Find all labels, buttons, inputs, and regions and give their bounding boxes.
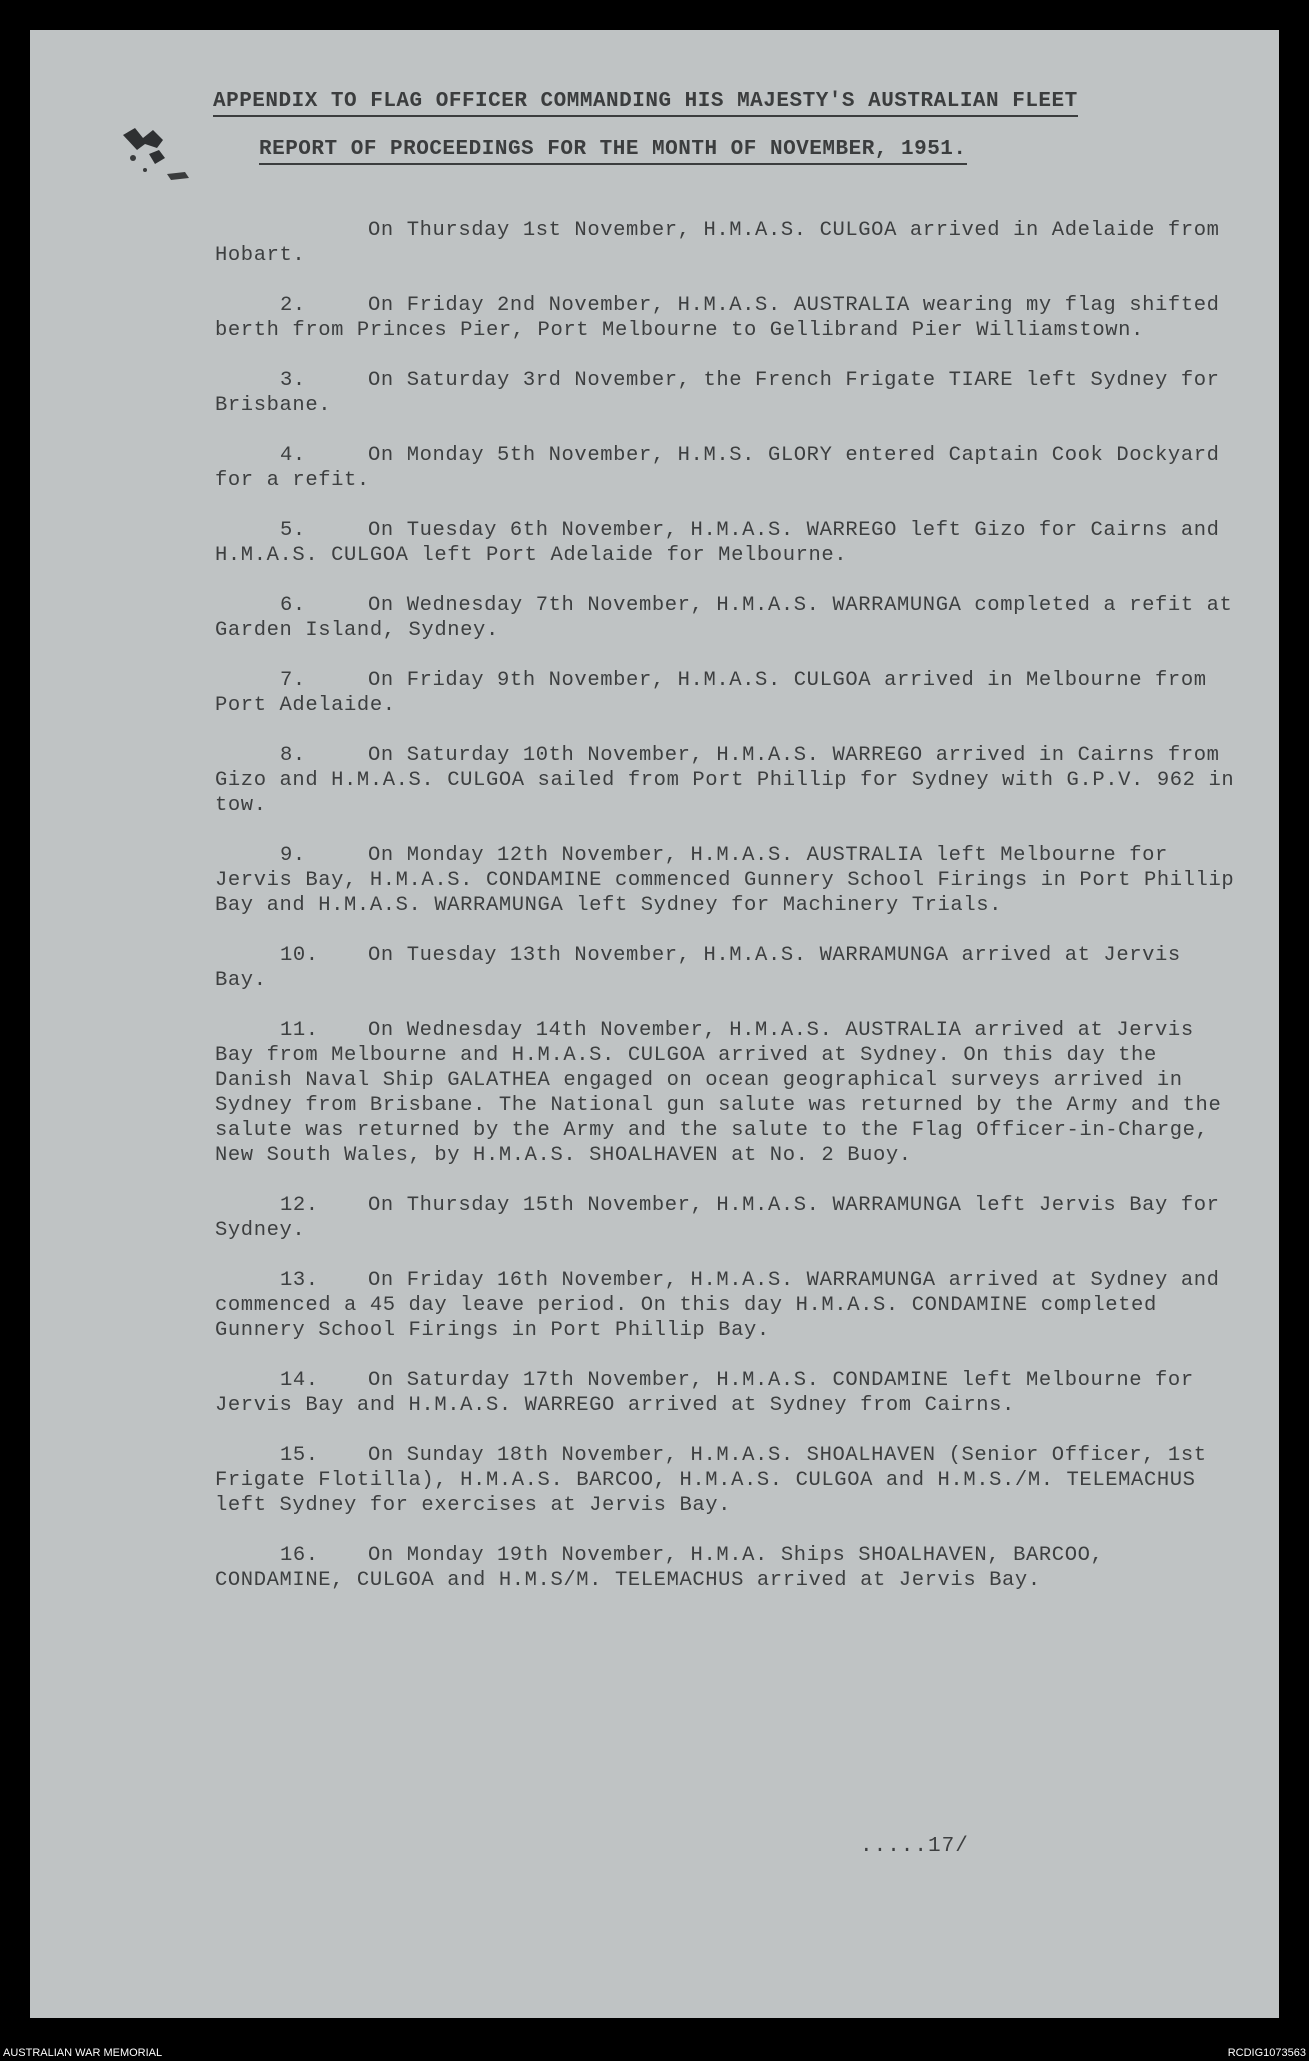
document-heading: [213, 90, 1279, 113]
paragraph-number: 15.: [280, 1444, 319, 1467]
report-paragraph: [215, 843, 1248, 918]
document-subheading: [259, 138, 1279, 161]
paragraph-text: On Tuesday 13th November, H.M.A.S. WARRAMUNGA arrived at Jervis Bay.: [215, 944, 1194, 992]
ink-stain-mark: [115, 110, 205, 200]
paragraph-text: On Tuesday 6th November, H.M.A.S. WARREGO left Gizo for Cairns and H.M.A.S. CULGOA left Port Adelaide for Melbourne.: [215, 519, 1233, 567]
report-paragraph: [215, 1443, 1245, 1518]
paragraph-text: On Wednesday 7th November, H.M.A.S. WARRAMUNGA completed a refit at Garden Island, Sydney.: [215, 594, 1246, 642]
paragraph-number: 10.: [280, 944, 319, 967]
paragraph-number: 12.: [280, 1194, 319, 1217]
report-paragraph: [215, 368, 1245, 418]
report-paragraph: [215, 1193, 1245, 1243]
paragraph-number: 6.: [280, 594, 306, 617]
document-page: [30, 30, 1279, 2018]
report-paragraph: [215, 1368, 1245, 1418]
paragraph-text: On Friday 2nd November, H.M.A.S. AUSTRALIA wearing my flag shifted berth from Princes Pier, Port Melbourne to Gellibrand Pier Williamstown.: [215, 294, 1233, 342]
report-paragraph: [215, 1268, 1245, 1343]
archive-id: RCDIG1073563: [1227, 2047, 1306, 2059]
report-paragraph: [215, 443, 1245, 493]
paragraph-text: On Monday 19th November, H.M.A. Ships SHOALHAVEN, BARCOO, CONDAMINE, CULGOA and H.M.S/M. TELEMACHUS arrived at Jervis Bay.: [215, 1544, 1117, 1592]
paragraph-number: 3.: [280, 369, 306, 392]
report-paragraph: [215, 1543, 1245, 1593]
report-body: [215, 218, 1248, 1618]
archive-credit: AUSTRALIAN WAR MEMORIAL: [3, 2047, 163, 2059]
paragraph-text: On Friday 9th November, H.M.A.S. CULGOA arrived in Melbourne from Port Adelaide.: [215, 669, 1220, 717]
paragraph-number: 5.: [280, 519, 306, 542]
paragraph-number: 4.: [280, 444, 306, 467]
paragraph-text: On Thursday 15th November, H.M.A.S. WARRAMUNGA left Jervis Bay for Sydney.: [215, 1194, 1233, 1242]
paragraph-number: 2.: [280, 294, 306, 317]
paragraph-text: On Wednesday 14th November, H.M.A.S. AUSTRALIA arrived at Jervis Bay from Melbourne and H.M.A.S. CULGOA arrived at Sydney. On this day the Danish Naval Ship GALATHEA engaged on ocean geographical surveys arrived in Sydney from Brisbane. The National gun salute was returned by the Army and the salute was returned by the Army and the salute to the Flag Officer-in-Charge, New South Wales, by H.M.A.S. SHOALHAVEN at No. 2 Buoy.: [215, 1019, 1235, 1167]
paragraph-text: On Thursday 1st November, H.M.A.S. CULGOA arrived in Adelaide from Hobart.: [215, 219, 1233, 267]
heading-line-1: APPENDIX TO FLAG OFFICER COMMANDING HIS MAJESTY'S AUSTRALIAN FLEET: [213, 90, 1078, 117]
paragraph-number: 11.: [280, 1019, 319, 1042]
paragraph-text: On Sunday 18th November, H.M.A.S. SHOALHAVEN (Senior Officer, 1st Frigate Flotilla), H.M.A.S. BARCOO, H.M.A.S. CULGOA and H.M.S./M. TELEMACHUS left Sydney for exercises at Jervis Bay.: [215, 1444, 1220, 1517]
report-paragraph: [215, 593, 1245, 643]
page-continuation: .....17/: [860, 1835, 969, 1858]
heading-line-2: REPORT OF PROCEEDINGS FOR THE MONTH OF NOVEMBER, 1951.: [259, 138, 967, 165]
report-paragraph: [215, 518, 1245, 568]
paragraph-number: 9.: [280, 844, 306, 867]
report-paragraph: [215, 218, 1245, 268]
report-paragraph: [215, 743, 1248, 818]
paragraph-text: On Friday 16th November, H.M.A.S. WARRAMUNGA arrived at Sydney and commenced a 45 day leave period. On this day H.M.A.S. CONDAMINE completed Gunnery School Firings in Port Phillip Bay.: [215, 1269, 1233, 1342]
paragraph-number: 16.: [280, 1544, 319, 1567]
paragraph-text: On Saturday 10th November, H.M.A.S. WARREGO arrived in Cairns from Gizo and H.M.A.S. CULGOA sailed from Port Phillip for Sydney with G.P.V. 962 in tow.: [215, 744, 1248, 817]
report-paragraph: [215, 943, 1245, 993]
report-paragraph: [215, 668, 1245, 718]
paragraph-text: On Saturday 3rd November, the French Frigate TIARE left Sydney for Brisbane.: [215, 369, 1233, 417]
paragraph-text: On Monday 12th November, H.M.A.S. AUSTRALIA left Melbourne for Jervis Bay, H.M.A.S. CONDAMINE commenced Gunnery School Firings in Port Phillip Bay and H.M.A.S. WARRAMUNGA left Sydney for Machinery Trials.: [215, 844, 1248, 917]
paragraph-number: 13.: [280, 1269, 319, 1292]
report-paragraph: [215, 1018, 1245, 1168]
paragraph-text: On Saturday 17th November, H.M.A.S. CONDAMINE left Melbourne for Jervis Bay and H.M.A.S. WARREGO arrived at Sydney from Cairns.: [215, 1369, 1207, 1417]
paragraph-number: 14.: [280, 1369, 319, 1392]
paragraph-number: 7.: [280, 669, 306, 692]
paragraph-text: On Monday 5th November, H.M.S. GLORY entered Captain Cook Dockyard for a refit.: [215, 444, 1233, 492]
paragraph-number: 8.: [280, 744, 306, 767]
report-paragraph: [215, 293, 1245, 343]
